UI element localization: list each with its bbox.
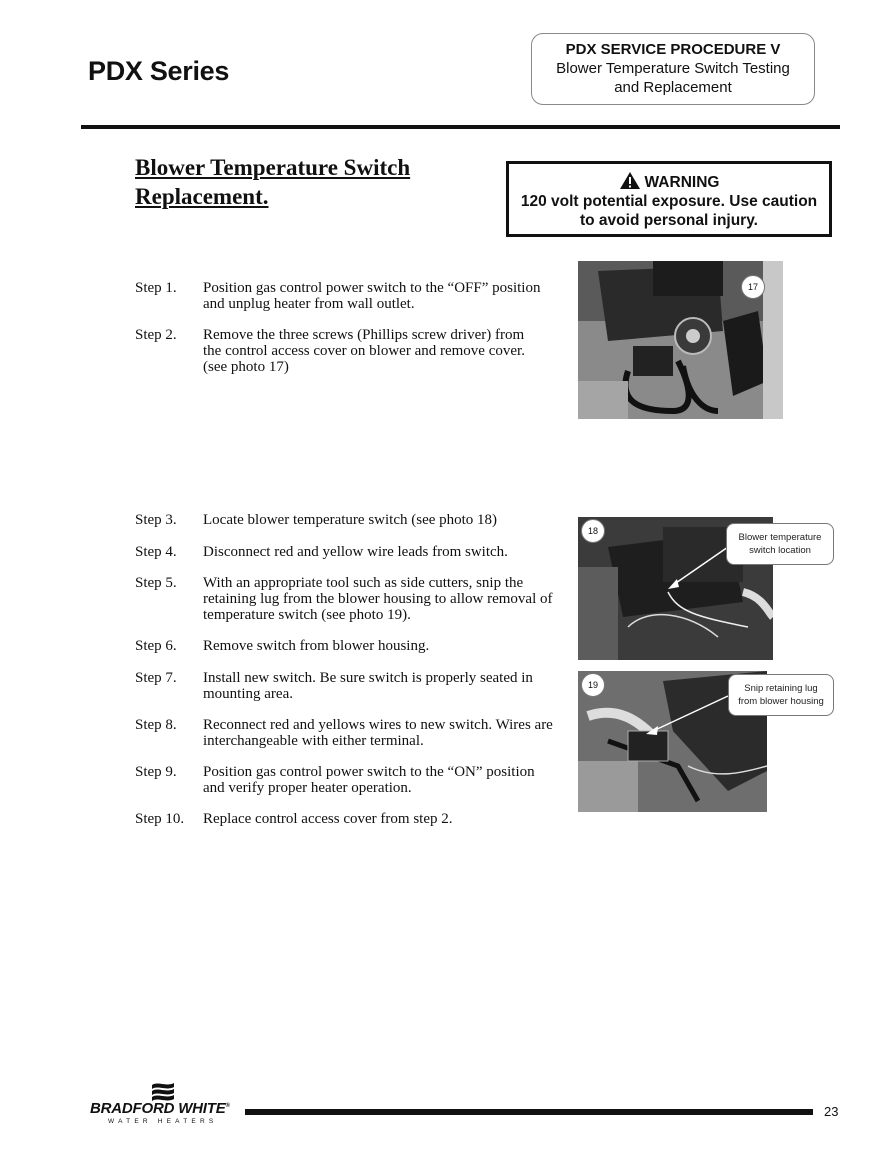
step-7	[135, 670, 555, 702]
step-text: Position gas control power switch to the “ON” position and verify proper heater operation.	[203, 764, 535, 796]
header-divider	[81, 125, 840, 129]
warning-text-line1: 120 volt potential exposure. Use caution	[520, 193, 818, 210]
callout-line1: Snip retaining lug	[744, 683, 818, 694]
step-6	[135, 638, 555, 654]
warning-triangle-icon	[619, 171, 641, 190]
callout-switch-location	[726, 523, 834, 565]
warning-text-line2: to avoid personal injury.	[580, 212, 758, 229]
photo-17-number: 17	[741, 275, 765, 299]
step-text: Remove switch from blower housing.	[203, 638, 430, 654]
step-5	[135, 575, 555, 623]
step-8	[135, 717, 555, 749]
step-3	[135, 512, 555, 528]
callout-line2: from blower housing	[738, 696, 824, 707]
step-4	[135, 544, 555, 560]
step-text: Remove the three screws (Phillips screw driver) from the control access cover on blower and remove cover. (see photo 17)	[203, 327, 525, 375]
bradford-white-logo	[88, 1081, 248, 1127]
step-1	[135, 280, 555, 312]
step-number: Step 10.	[135, 811, 185, 827]
step-number: Step 2.	[135, 327, 177, 343]
photo-17	[578, 261, 783, 419]
callout-snip-lug	[728, 674, 834, 716]
step-number: Step 3.	[135, 512, 177, 528]
procedure-title-box	[531, 33, 815, 105]
photo-18-number: 18	[581, 519, 605, 543]
brand-tagline: WATER HEATERS	[108, 1118, 218, 1125]
step-number: Step 8.	[135, 717, 177, 733]
step-text: Install new switch. Be sure switch is properly seated in mounting area.	[203, 670, 533, 702]
step-text: Reconnect red and yellows wires to new switch. Wires are interchangeable with either terminal.	[203, 717, 553, 749]
step-number: Step 7.	[135, 670, 177, 686]
procedure-subtitle-line2: and Replacement	[614, 79, 732, 96]
warning-title: WARNING	[644, 174, 720, 191]
section-heading	[135, 153, 475, 211]
step-number: Step 4.	[135, 544, 177, 560]
step-number: Step 6.	[135, 638, 177, 654]
step-text: With an appropriate tool such as side cutters, snip the retaining lug from the blower housing to allow removal of temperature switch (see photo 19).	[203, 575, 553, 623]
footer-divider	[245, 1109, 813, 1115]
step-number: Step 9.	[135, 764, 177, 780]
step-number: Step 1.	[135, 280, 177, 296]
step-2	[135, 327, 545, 375]
warning-title-row	[509, 171, 829, 192]
section-heading-line1: Blower Temperature Switch	[135, 155, 411, 180]
section-heading-line2: Replacement.	[135, 184, 269, 209]
step-text: Locate blower temperature switch (see photo 18)	[203, 512, 498, 528]
procedure-title: PDX SERVICE PROCEDURE V	[565, 41, 781, 58]
procedure-subtitle-line1: Blower Temperature Switch Testing	[556, 60, 790, 77]
step-text: Replace control access cover from step 2.	[203, 811, 453, 827]
brand-name: BRADFORD WHITE®	[90, 1100, 230, 1117]
photo-19-number: 19	[581, 673, 605, 697]
logo-flag-icon	[150, 1081, 176, 1101]
page-number: 23	[824, 1104, 839, 1119]
callout-line2: switch location	[749, 545, 811, 556]
warning-box	[506, 161, 832, 237]
step-number: Step 5.	[135, 575, 177, 591]
callout-line1: Blower temperature	[738, 532, 822, 543]
step-9	[135, 764, 555, 796]
series-title: PDX Series	[88, 56, 230, 86]
step-text: Disconnect red and yellow wire leads from switch.	[203, 544, 508, 560]
step-10	[135, 811, 555, 827]
step-text: Position gas control power switch to the “OFF” position and unplug heater from wall outlet.	[203, 280, 541, 312]
